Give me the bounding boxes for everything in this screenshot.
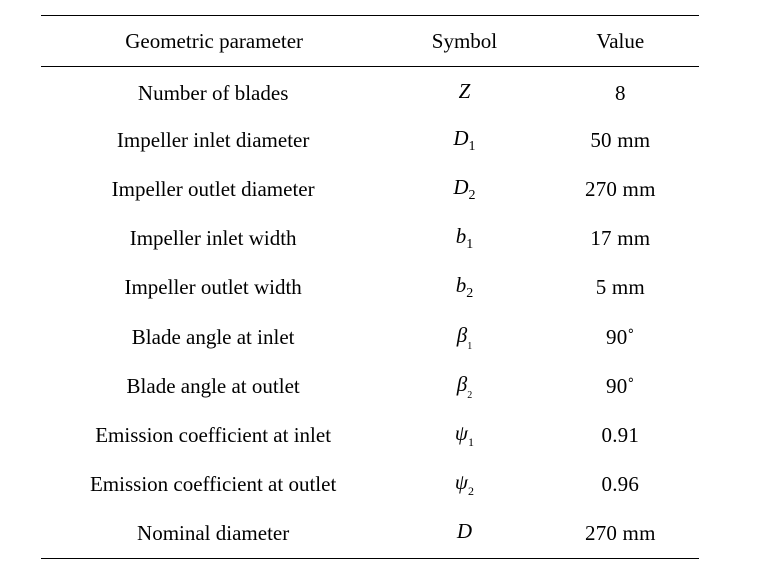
symbol-subscript: 2 <box>467 389 473 401</box>
table-row <box>41 509 699 558</box>
symbol-subscript: 1 <box>468 138 476 154</box>
parameter-cell: Impeller inlet width <box>129 226 297 251</box>
parameter-cell: Impeller inlet diameter <box>116 127 310 152</box>
value-cell: 90˚ <box>606 373 635 398</box>
parameter-cell: Emission coefficient at outlet <box>89 472 337 497</box>
parameter-cell: Impeller outlet width <box>124 275 302 300</box>
value-cell: 5 mm <box>595 275 645 300</box>
symbol-main: ψ <box>454 470 468 495</box>
symbol-subscript: 2 <box>466 286 474 302</box>
header-value: Value <box>542 16 699 67</box>
symbol-subscript: 2 <box>468 187 476 203</box>
symbol-subscript: 1 <box>466 237 474 253</box>
symbol-cell <box>387 312 541 361</box>
table-row <box>41 67 699 116</box>
table-row <box>41 312 699 361</box>
table-row <box>41 214 699 263</box>
table-body <box>41 67 699 559</box>
value-cell: 50 mm <box>590 127 651 152</box>
parameter-cell: Impeller outlet diameter <box>111 176 315 201</box>
table-row <box>41 460 699 509</box>
symbol-main: D <box>453 174 469 199</box>
symbol-cell <box>387 67 541 116</box>
value-cell: 17 mm <box>590 226 651 251</box>
symbol-main: D <box>456 519 473 544</box>
symbol-main: β <box>456 322 468 347</box>
symbol-cell <box>387 509 541 558</box>
table-row <box>41 165 699 214</box>
symbol-main: ψ <box>454 420 468 445</box>
symbol-cell <box>387 116 541 165</box>
value-cell: 90˚ <box>606 324 635 349</box>
value-cell: 270 mm <box>542 509 699 558</box>
value-cell: 0.91 <box>601 422 640 447</box>
symbol-cell <box>387 214 541 263</box>
parameter-cell: Number of blades <box>137 80 289 105</box>
symbol-main: β <box>456 371 468 396</box>
header-symbol: Symbol <box>387 16 541 67</box>
header-parameter: Geometric parameter <box>41 16 387 67</box>
value-cell: 270 mm <box>585 176 656 201</box>
table-row <box>41 263 699 312</box>
symbol-subscript: 1 <box>467 340 473 352</box>
parameter-cell: Nominal diameter <box>41 509 387 558</box>
header-row <box>41 16 699 67</box>
symbol-main: b <box>455 224 467 249</box>
value-cell: 0.96 <box>601 472 640 497</box>
symbol-subscript: 1 <box>467 434 474 449</box>
geometric-parameters-table <box>41 15 699 559</box>
symbol-cell <box>387 411 541 460</box>
symbol-cell <box>387 165 541 214</box>
parameter-cell: Blade angle at outlet <box>126 373 300 398</box>
symbol-main: b <box>455 273 467 298</box>
table-row <box>41 362 699 411</box>
table-header <box>41 16 699 67</box>
symbol-subscript: 2 <box>467 484 474 499</box>
symbol-main: D <box>453 125 469 150</box>
parameter-cell: Blade angle at inlet <box>131 324 295 349</box>
symbol-main: Z <box>458 78 471 103</box>
symbol-cell <box>387 362 541 411</box>
table-row <box>41 116 699 165</box>
symbol-cell <box>387 460 541 509</box>
value-cell: 8 <box>614 80 626 105</box>
parameter-cell: Emission coefficient at inlet <box>95 422 332 447</box>
table-row <box>41 411 699 460</box>
symbol-cell <box>387 263 541 312</box>
